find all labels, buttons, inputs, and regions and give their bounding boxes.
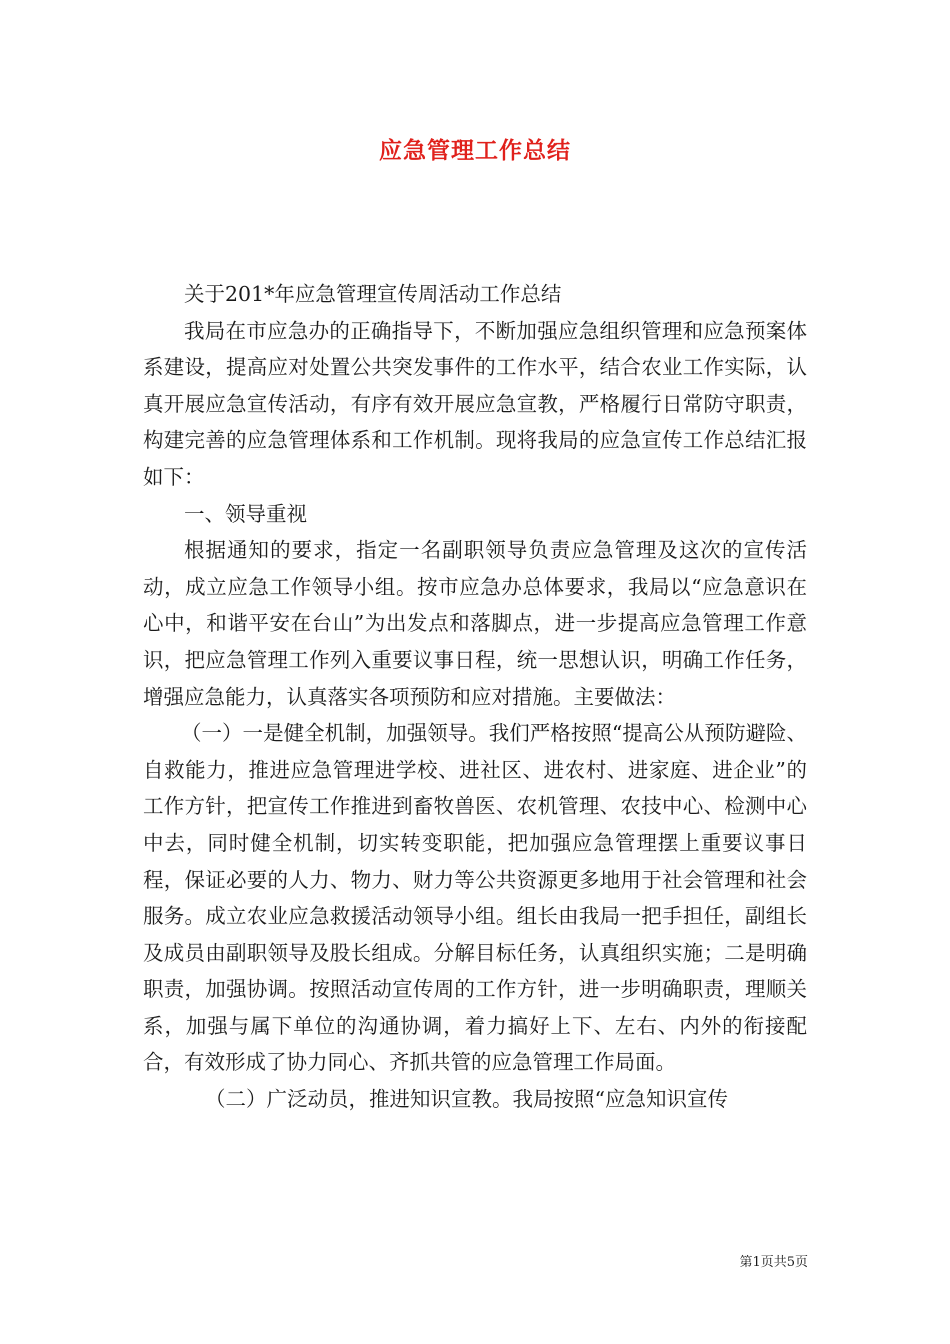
page-number: 第1页共5页 <box>739 1255 808 1270</box>
document-title: 应急管理工作总结 <box>379 137 571 164</box>
document-body <box>143 276 807 1118</box>
paragraph-intro: 我局在市应急办的正确指导下，不断加强应急组织管理和应急预案体系建设，提高应对处置公共突发事件的工作水平，结合农业工作实际，认真开展应急宣传活动，有序有效开展应急宣教，严格履行日常防守职责，构建完善的应急管理体系和工作机制。现将我局的应急宣传工作总结汇报如下： <box>143 318 807 489</box>
paragraph-mechanism: （一）一是健全机制，加强领导。我们严格按照“提高公从预防避险、自救能力，推进应急管理进学校、进社区、进农村、进家庭、进企业”的工作方针，把宣传工作推进到畜牧兽医、农机管理、农技中心、检测中心中去，同时健全机制，切实转变职能，把加强应急管理摆上重要议事日程，保证必要的人力、物力、财力等公共资源更多地用于社会管理和社会服务。成立农业应急救援活动领导小组。组长由我局一把手担任，副组长及成员由副职领导及股长组成。分解目标任务，认真组织实施；二是明确职责，加强协调。按照活动宣传周的工作方针，进一步明确职责，理顺关系，加强与属下单位的沟通协调，着力搞好上下、左右、内外的衔接配合，有效形成了协力同心、齐抓共管的应急管理工作局面。 <box>143 721 807 1075</box>
paragraph-leadership: 根据通知的要求，指定一名副职领导负责应急管理及这次的宣传活动，成立应急工作领导小组。按市应急办总体要求，我局以“应急意识在心中，和谐平安在台山”为出发点和落脚点，进一步提高应急管理工作意识，把应急管理工作列入重要议事日程，统一思想认识，明确工作任务，增强应急能力，认真落实各项预防和应对措施。主要做法： <box>143 538 807 709</box>
paragraph-mobilization: （二）广泛动员，推进知识宣教。我局按照“应急知识宣传 <box>205 1087 728 1112</box>
section-heading-leadership: 一、领导重视 <box>184 501 307 526</box>
paragraph-heading: 关于201*年应急管理宣传周活动工作总结 <box>184 282 562 306</box>
